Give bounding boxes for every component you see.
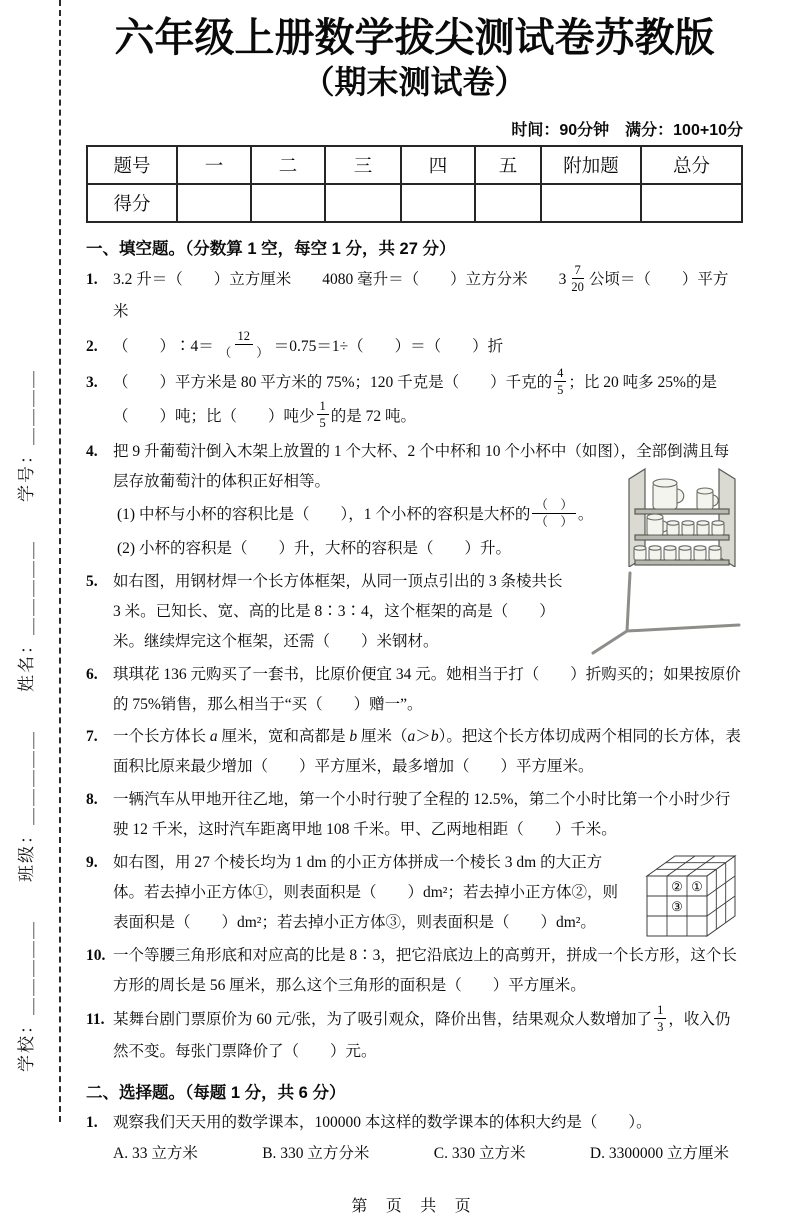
question-number: 7. [86, 728, 98, 746]
question-7 [86, 722, 743, 782]
score-header-cell: 附加题 [541, 146, 641, 184]
score-header-cell: 一 [177, 146, 251, 184]
question-text: 把 9 升葡萄汁倒入木架上放置的 1 个大杯、2 个中杯和 10 个小杯中（如图），全部倒满且每层存放葡萄汁的体积正好相等。 [113, 442, 730, 490]
question-number: 4. [86, 442, 98, 460]
sub-question-text: (2) 小杯的容积是（ ）升，大杯的容积是（ ）升。 [117, 540, 511, 558]
cuboid-edges-figure [583, 571, 743, 657]
question-number: 11. [86, 1010, 105, 1028]
question-text: （ ）∶4＝ $\frac{12}{( )}$ ＝0.75＝1÷（ ）＝（ ）折 [113, 329, 504, 361]
score-blank-cell [177, 184, 251, 222]
question-number: 8. [86, 791, 98, 809]
question-number: 3. [86, 374, 98, 392]
cube-figure [641, 850, 743, 938]
choice-question-1 [86, 1108, 743, 1138]
score-table-score-row [87, 184, 742, 222]
score-header-cell: 二 [251, 146, 325, 184]
section-fill-blanks-heading: 一、填空题。（分数算 1 空，每空 1 分，共 27 分） [86, 239, 456, 258]
score-blank-cell [325, 184, 401, 222]
page-title: 六年级上册数学拔尖测试卷苏教版 [114, 16, 715, 60]
question-4 [86, 437, 743, 564]
question-number: 10. [86, 946, 106, 964]
cube-label-1: ① [691, 879, 703, 895]
sub-question-text: (1) 中杯与小杯的容积比是（ ），1 个小杯的容积是大杯的 $\frac{( )}{( )}$ 。 [117, 497, 594, 529]
question-text: 琪琪花 136 元购买了一套书，比原价便宜 34 元。她相当于打（ ）折购买的；如果按原价的 75%销售，那么相当于“买（ ）赠一”。 [113, 665, 741, 713]
score-blank-cell [641, 184, 742, 222]
question-text: 一个长方体长 a 厘米，宽和高都是 b 厘米（a＞b）。把这个长方体切成两个相同的长方体，表面积比原来最少增加（ ）平方厘米，最多增加（ ）平方厘米。 [113, 728, 741, 776]
question-text: 如右图，用 27 个棱长均为 1 dm 的小正方体拼成一个棱长 3 dm 的大正方体。若去掉小正方体①，则表面积是（ ）dm²；若去掉小正方体②，则表面积是（ ）dm²；若去掉小正方体③，则表面积是（ ）dm²。 [113, 854, 618, 931]
score-header-cell: 四 [401, 146, 475, 184]
question-2 [86, 330, 743, 364]
score-blank-cell [251, 184, 325, 222]
question-text: 如右图，用钢材焊一个长方体框架，从同一顶点引出的 3 条棱共长 3 米。已知长、宽、高的比是 8∶3∶4，这个框架的高是（ ）米。继续焊完这个框架，还需（ ）米钢材。 [113, 572, 563, 650]
score-header-cell: 题号 [87, 146, 177, 184]
question-number: 9. [86, 854, 98, 872]
page-footer: 第 页 共 页 [351, 1197, 478, 1215]
cups-shelf-figure [621, 465, 743, 567]
cube-label-2: ② [671, 879, 683, 895]
question-10 [86, 941, 743, 1001]
question-3 [86, 367, 743, 434]
score-blank-cell [475, 184, 541, 222]
exam-time-info: 时间：90分钟 满分：100+10分 [511, 121, 743, 139]
cube-label-3: ③ [671, 899, 683, 915]
question-number: 1. [86, 271, 98, 289]
score-label-cell: 得分 [87, 184, 177, 222]
question-number: 1. [86, 1114, 98, 1132]
score-table-header-row [87, 146, 742, 184]
question-text: 一辆汽车从甲地开往乙地，第一个小时行驶了全程的 12.5%，第二个小时比第一个小时少行驶 12 千米，这时汽车距离甲地 108 千米。甲、乙两地相距（ ）千米。 [113, 791, 731, 839]
student-info-fields: 学校：＿＿＿＿＿ 班级：＿＿＿＿＿ 姓名：＿＿＿＿＿ 学号：＿＿＿＿ [17, 369, 36, 1072]
question-text: 3.2 升＝（ ）立方厘米 4080 毫升＝（ ）立方分米 3 $\frac{7}{20}$ 公顷＝（ ）平方米 [113, 262, 729, 321]
option-a: A. 33 立方米 [113, 1144, 198, 1162]
question-text: （ ）平方米是 80 平方米的 75%；120 千克是（ ）千克的 $\frac{4}{5}$ ；比 20 吨多 25%的是（ ）吨；比（ ）吨少 $\frac{1}{5}$ 的是 72 吨。 [113, 365, 717, 431]
question-1 [86, 264, 743, 327]
binding-dashed-line [59, 0, 61, 1122]
question-number: 5. [86, 572, 98, 590]
option-c: C. 330 立方米 [433, 1144, 526, 1162]
score-blank-cell [541, 184, 641, 222]
question-5 [86, 567, 743, 657]
question-text: 一个等腰三角形底和对应高的比是 8∶3，把它沿底边上的高剪开，拼成一个长方形，这个长方形的周长是 56 厘米，那么这个三角形的面积是（ ）平方厘米。 [113, 946, 737, 994]
choice-question-1-options [86, 1141, 743, 1163]
score-table [86, 145, 743, 223]
score-blank-cell [401, 184, 475, 222]
question-number: 6. [86, 665, 98, 683]
question-text: 某舞台剧门票原价为 60 元/张，为了吸引观众，降价出售，结果观众人数增加了 $\frac{1}{3}$ ，收入仍然不变。每张门票降价了（ ）元。 [113, 1002, 731, 1061]
score-header-cell: 三 [325, 146, 401, 184]
question-8 [86, 785, 743, 845]
section-multiple-choice-heading: 二、选择题。（每题 1 分，共 6 分） [86, 1084, 346, 1103]
option-d: D. 3300000 立方厘米 [589, 1144, 729, 1162]
question-number: 2. [86, 337, 98, 355]
page-subtitle: （期末测试卷） [302, 64, 527, 100]
question-6 [86, 660, 743, 720]
option-b: B. 330 立方分米 [262, 1144, 370, 1162]
question-9 [86, 848, 743, 938]
score-header-cell: 总分 [641, 146, 742, 184]
question-text: 观察我们天天用的数学课本，100000 本这样的数学课本的体积大约是（ ）。 [113, 1114, 652, 1132]
score-header-cell: 五 [475, 146, 541, 184]
question-11 [86, 1004, 743, 1067]
